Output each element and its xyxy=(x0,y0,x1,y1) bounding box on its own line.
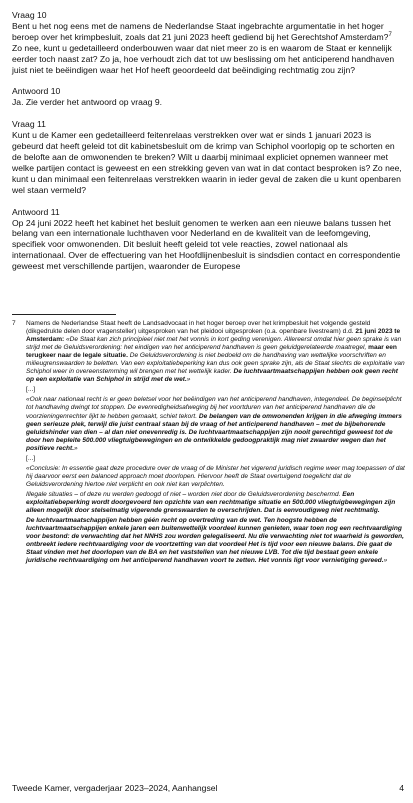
answer-10-text: Ja. Zie verder het antwoord op vraag 9. xyxy=(12,97,162,108)
question-11 xyxy=(12,119,404,195)
question-10 xyxy=(12,10,404,75)
footnote-paragraph-1: Namens de Nederlandse Staat heeft de Landsadvocaat in het hoger beroep over het krimpbesluit het volgende gesteld (dikgedrukte delen door vragensteller) uitgesproken van het pleidooi uitgesproken (o.a. openbare livestream) d.d. 21 juni 2023 te Amsterdam: «De Staat kan zich principieel niet met het vonnis in kort geding verenigen. Allereerst omdat hier geen sprake is van strijd met de Geluidsverordening: het eindigen van het anticiperend handhaven is geen geluidgerelateerde maatregel, maar een terugkeer naar de legale situatie. De Geluidsverordening is niet bedoeld om de handhaving van wettelijke voorschriften en milieugrenswaarden te beletten. Van een exploitatiebeperking kan dus ook geen sprake zijn, als de Staat slechts de exploitatie van Schiphol weer in overeenstemming wil brengen met het wettelijk kader. De luchtvaartmaatschappijen hebben ook geen recht op een exploitatie van Schiphol in strijd met de wet.» xyxy=(26,320,405,384)
answer-10-heading: Antwoord 10 xyxy=(12,86,61,97)
answer-11-text: Op 24 juni 2022 heeft het kabinet het besluit genomen te werken aan een nieuwe balans tussen het belang van een internationale luchthaven voor Nederland en de kwaliteit van de leefomgeving, specifiek voor omwonenden. Dit besluit heeft geleid tot vele reacties, zowel nationaal als internationaal. Over de effectuering van het Hoofdlijnenbesluit is sindsdien contact en correspondentie geweest met verschillende partijen, waaronder de Europese xyxy=(12,217,401,272)
footnote-paragraph-4: Illegale situaties – of deze nu werden gedoogd of niet – worden niet door de Geluidsverordening beschermd. Een exploitatiebeperking wordt doorgevoerd ten opzichte van een rechtmatige situatie en 500.000 vliegtuigbewegingen zijn alleen mogelijk door stelselmatig vigerende grenswaarden te overschrijden. Dat is eenvoudigweg niet rechtmatig. xyxy=(26,490,396,515)
footnote-divider xyxy=(12,314,116,315)
answer-10 xyxy=(12,86,404,108)
answer-11-heading: Antwoord 11 xyxy=(12,206,60,217)
footnote-paragraph-2: «Ook naar nationaal recht is er geen beletsel voor het beëindigen van het anticiperend handhaven, integendeel. De beginselplicht tot handhaving dwingt tot stoppen. De evenredigheidsafweging bij het voortduren van het anticiperend handhaven die de voorzieningenrechter lijkt te hebben gemaakt, schiet tekort. De belangen van de omwonenden krijgen in die afweging immers geen serieuze plek, terwijl die juist centraal staan bij de vraag of het anticiperend handhaven – met de bijbehorende geluidshinder van dien – al dan niet onevenredig is. De luchtvaartmaatschappijen zijn nooit gerechtigd geweest tot de door hen bepleite 500.000 vliegtuigbewegingen en de ontwikkelde gedoogpraktijk mag niet zwaarder wegen dan het positieve recht.» xyxy=(26,396,402,452)
footnote-paragraph-3: «Conclusie: In essentie gaat deze procedure over de vraag of de Minister het vigerend juridisch regime weer mag toepassen of dat hij daarvoor eerst een balanced approach moet doorlopen. Hiervoor heeft de Staat overtuigend toegelicht dat de Geluidsverordening hiertoe niet verplicht en ook niet kan verplichten. xyxy=(26,464,405,488)
footnotes xyxy=(12,320,405,567)
question-10-text: Bent u het nog eens met de namens de Nederlandse Staat ingebrachte argumentatie in het hoger beroep over het krimpbesluit, zoals dat 21 juni 2023 heeft gediend bij het Gerechtshof Amsterdam?$^7$ Zo nee, kunt u gedetailleerd onderbouwen waar dat niet meer zo is en waarom de Staat er kennelijk eerder toch naast zat? Zo ja, hoe verhoudt zich dat tot uw beslissing om het anticiperend handhaven juist niet te beëindigen waar het Hof heeft geoordeeld dat beëindiging rechtmatig zou zijn? xyxy=(12,20,395,75)
question-10-heading: Vraag 10 xyxy=(12,10,47,20)
footer-publication: Tweede Kamer, vergaderjaar 2023–2024, Aanhangsel xyxy=(12,783,218,793)
ellipsis: [...] xyxy=(26,454,36,462)
main-text xyxy=(12,10,404,283)
question-11-text: Kunt u de Kamer een gedetailleerd feitenrelaas verstrekken over wat er sinds 1 januari 2023 is gebeurd dat heeft geleid tot dit kabinetsbesluit om de krimp van Schiphol voorlopig op te schorten en de belofte aan de omwonenden te breken? Wilt u daarbij minimaal expliciet opnemen wanneer met welke partijen contact is geweest en een strekking geven van wat in dat contact besproken is? Zo nee, kunt u dan minimaal een feitenrelaas verstrekken waarin in ieder geval de zaken die u kunt openbaren wel staan vermeld? xyxy=(12,130,402,195)
page-number: 4 xyxy=(399,783,404,793)
answer-11 xyxy=(12,207,404,272)
ellipsis: [...] xyxy=(26,386,36,394)
footnote-number: 7 xyxy=(12,320,16,327)
question-11-heading: Vraag 11 xyxy=(12,119,46,130)
page-footer xyxy=(12,783,404,793)
footnote-ref-7[interactable]: 7 xyxy=(388,31,392,38)
footnote-body xyxy=(26,320,405,567)
footnote-paragraph-5: De luchtvaartmaatschappijen hebben géén recht op overtreding van de wet. Ten hoogste hebben de luchtvaartmaatschappijen enkele jaren een buitenwettelijk voordeel kunnen genieten, waar toen nog een rechtvaardiging voor bestond: de verwachting dat het NNHS zou worden gelegaliseerd. Nu die verwachting niet tot waarheid is geworden, ontbreekt iedere rechtvaardiging voor de voortzetting van dat voordeel Het is tijd voor een nieuwe balans. Die gaat de Staat vinden met het doorlopen van de BA en het vaststellen van het nieuwe LVB. Tot die tijd bestaat geen enkele juridische rechtvaardiging om het anticiperend handhaven voort te zetten. Het vonnis ligt voor vernietiging gereed.» xyxy=(26,517,404,565)
footnote-7 xyxy=(12,320,405,567)
